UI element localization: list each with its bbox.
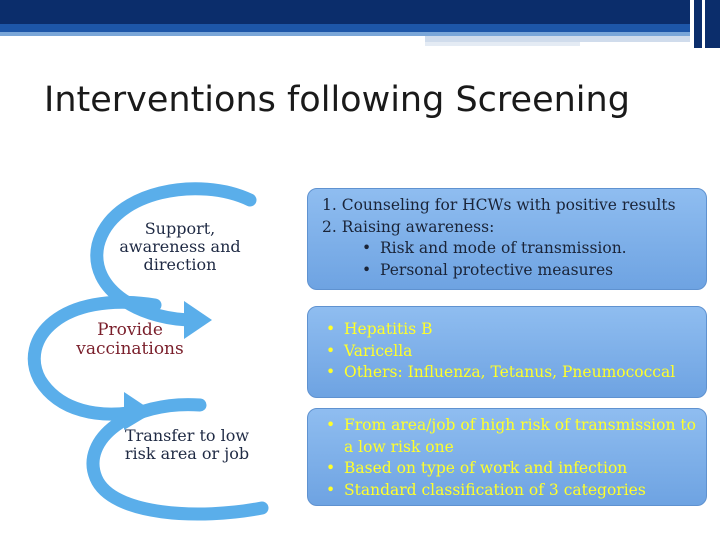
bullet-item: • Standard classification of 3 categories xyxy=(318,480,696,502)
bullet-list xyxy=(322,238,696,281)
step-label-vaccinations: Provide vaccinations xyxy=(76,320,184,360)
bullet-item: • Others: Influenza, Tetanus, Pneumococcal xyxy=(318,362,696,384)
bullet-item: • Risk and mode of transmission. xyxy=(322,238,696,260)
panel-vaccinations xyxy=(307,306,707,398)
panel-line: 2. Raising awareness: xyxy=(322,217,495,236)
step-label-transfer: Transfer to low risk area or job xyxy=(124,426,250,463)
panel-line: 1. Counseling for HCWs with positive results xyxy=(322,196,676,214)
bullet-item: • From area/job of high risk of transmission to a low risk one xyxy=(318,415,696,458)
bullet-item: • Based on type of work and infection xyxy=(318,458,696,480)
slide-title: Interventions following Screening xyxy=(44,80,630,120)
bullet-list xyxy=(318,415,696,501)
bullet-list xyxy=(318,319,696,384)
panel-transfer xyxy=(307,408,707,506)
step-label-support: Support, awareness and direction xyxy=(119,219,241,274)
bullet-item: • Varicella xyxy=(318,341,696,363)
bullet-item: • Hepatitis B xyxy=(318,319,696,341)
panel-support xyxy=(307,188,707,290)
bullet-item: • Personal protective measures xyxy=(322,260,696,282)
